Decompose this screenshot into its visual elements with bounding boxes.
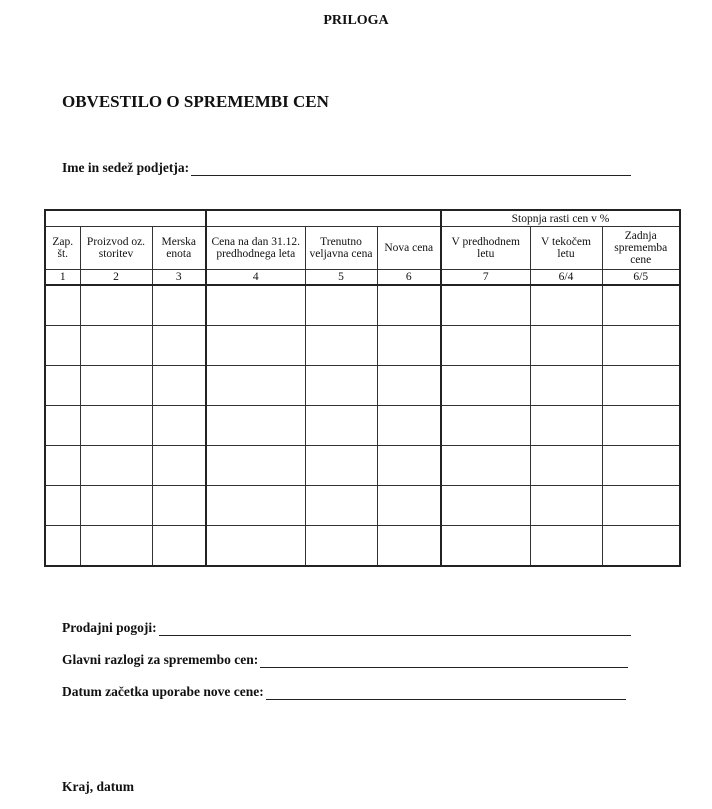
- table-cell[interactable]: [377, 406, 441, 446]
- growth-rate-header: Stopnja rasti cen v %: [441, 210, 680, 227]
- table-cell[interactable]: [80, 446, 152, 486]
- column-header: Trenutno veljavna cena: [305, 227, 377, 270]
- table-cell[interactable]: [441, 526, 530, 567]
- start-date-label: Datum začetka uporabe nove cene:: [62, 684, 264, 699]
- table-cell[interactable]: [305, 446, 377, 486]
- table-cell[interactable]: [45, 446, 80, 486]
- table-cell[interactable]: [441, 406, 530, 446]
- company-field-label: Ime in sedež podjetja:: [62, 160, 190, 175]
- start-date-line[interactable]: [266, 687, 626, 700]
- column-number: 6: [377, 270, 441, 286]
- table-row: [45, 486, 680, 526]
- table-cell[interactable]: [305, 526, 377, 567]
- column-header: Zap. št.: [45, 227, 80, 270]
- table-row: [45, 285, 680, 326]
- column-header: Nova cena: [377, 227, 441, 270]
- table-cell[interactable]: [80, 526, 152, 567]
- table-cell[interactable]: [377, 366, 441, 406]
- sales-terms-field: [62, 620, 631, 636]
- change-reasons-field: [62, 652, 628, 668]
- table-cell[interactable]: [80, 326, 152, 366]
- column-number: 2: [80, 270, 152, 286]
- column-number: 7: [441, 270, 530, 286]
- table-cell[interactable]: [441, 326, 530, 366]
- annex-label: PRILOGA: [323, 13, 389, 28]
- table-row: [45, 326, 680, 366]
- change-reasons-label: Glavni razlogi za spremembo cen:: [62, 652, 259, 667]
- sales-terms-label: Prodajni pogoji:: [62, 620, 157, 635]
- table-cell[interactable]: [530, 366, 602, 406]
- table-cell[interactable]: [152, 446, 206, 486]
- table-cell[interactable]: [305, 486, 377, 526]
- table-cell[interactable]: [530, 326, 602, 366]
- column-header: Proizvod oz. storitev: [80, 227, 152, 270]
- column-number: 6/5: [602, 270, 680, 286]
- table-row: [45, 446, 680, 486]
- place-date-label: Kraj, datum: [62, 779, 134, 794]
- table-cell[interactable]: [152, 326, 206, 366]
- table-row: [45, 366, 680, 406]
- table-cell[interactable]: [441, 446, 530, 486]
- blank-header-cell: [45, 210, 206, 227]
- table-cell[interactable]: [441, 285, 530, 326]
- table-cell[interactable]: [206, 366, 305, 406]
- table-cell[interactable]: [45, 285, 80, 326]
- table-cell[interactable]: [602, 285, 680, 326]
- table-cell[interactable]: [206, 406, 305, 446]
- table-cell[interactable]: [80, 486, 152, 526]
- table-cell[interactable]: [206, 486, 305, 526]
- table-cell[interactable]: [152, 366, 206, 406]
- start-date-field: [62, 684, 626, 700]
- table-cell[interactable]: [602, 526, 680, 567]
- table-cell[interactable]: [377, 446, 441, 486]
- column-header: Merska enota: [152, 227, 206, 270]
- table-cell[interactable]: [305, 285, 377, 326]
- column-header: Cena na dan 31.12. predhodnega leta: [206, 227, 305, 270]
- table-cell[interactable]: [45, 486, 80, 526]
- table-cell[interactable]: [377, 526, 441, 567]
- price-change-table: [44, 209, 681, 567]
- table-cell[interactable]: [206, 526, 305, 567]
- table-cell[interactable]: [441, 366, 530, 406]
- column-header: Zadnja sprememba cene: [602, 227, 680, 270]
- table-cell[interactable]: [80, 366, 152, 406]
- table-cell[interactable]: [305, 406, 377, 446]
- table-cell[interactable]: [206, 285, 305, 326]
- table-cell[interactable]: [305, 326, 377, 366]
- table-cell[interactable]: [530, 486, 602, 526]
- table-cell[interactable]: [441, 486, 530, 526]
- table-cell[interactable]: [530, 526, 602, 567]
- column-header: V tekočem letu: [530, 227, 602, 270]
- table-cell[interactable]: [602, 446, 680, 486]
- column-number: 4: [206, 270, 305, 286]
- table-cell[interactable]: [45, 326, 80, 366]
- table-cell[interactable]: [377, 486, 441, 526]
- table-cell[interactable]: [530, 285, 602, 326]
- sales-terms-line[interactable]: [159, 623, 631, 636]
- table-cell[interactable]: [80, 285, 152, 326]
- table-cell[interactable]: [602, 406, 680, 446]
- column-header: V predhodnem letu: [441, 227, 530, 270]
- column-number: 6/4: [530, 270, 602, 286]
- table-cell[interactable]: [530, 406, 602, 446]
- column-number: 5: [305, 270, 377, 286]
- table-cell[interactable]: [305, 366, 377, 406]
- change-reasons-line[interactable]: [260, 655, 628, 668]
- company-field: [62, 160, 631, 176]
- table-cell[interactable]: [152, 526, 206, 567]
- table-cell[interactable]: [377, 326, 441, 366]
- table-cell[interactable]: [602, 366, 680, 406]
- table-row: [45, 406, 680, 446]
- table-cell[interactable]: [152, 285, 206, 326]
- table-cell[interactable]: [206, 446, 305, 486]
- table-cell[interactable]: [45, 526, 80, 567]
- document-title: OBVESTILO O SPREMEMBI CEN: [62, 92, 329, 111]
- blank-header-cell: [206, 210, 441, 227]
- table-cell[interactable]: [45, 406, 80, 446]
- table-cell[interactable]: [206, 326, 305, 366]
- table-cell[interactable]: [602, 486, 680, 526]
- company-field-line[interactable]: [191, 163, 631, 176]
- table-cell[interactable]: [80, 406, 152, 446]
- table-row: [45, 526, 680, 567]
- column-number: 1: [45, 270, 80, 286]
- table-cell[interactable]: [45, 366, 80, 406]
- table-cell[interactable]: [152, 406, 206, 446]
- table-cell[interactable]: [377, 285, 441, 326]
- table-cell[interactable]: [602, 326, 680, 366]
- table-cell[interactable]: [152, 486, 206, 526]
- table-cell[interactable]: [530, 446, 602, 486]
- column-number: 3: [152, 270, 206, 286]
